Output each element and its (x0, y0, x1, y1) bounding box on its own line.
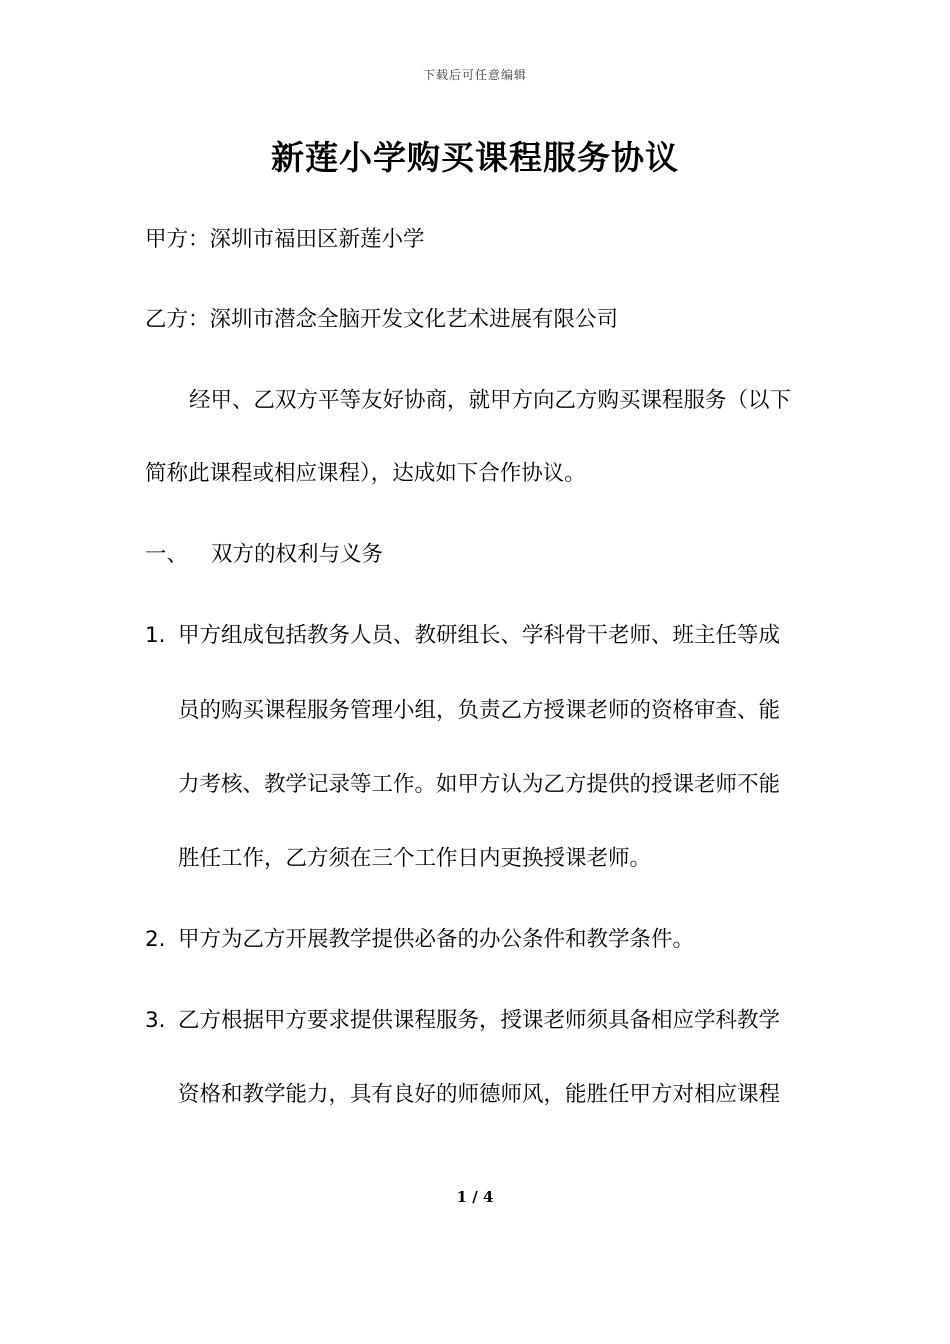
party-b-line: 乙方：深圳市潜念全脑开发文化艺术进展有限公司 (145, 307, 619, 332)
item-1-line-3: 力考核、教学记录等工作。如甲方认为乙方提供的授课老师不能 (178, 772, 781, 797)
header-note: 下载后可任意编辑 (422, 68, 527, 82)
item-3-line-1: 乙方根据甲方要求提供课程服务，授课老师须具备相应学科教学 (178, 1008, 781, 1033)
page-number: 1 / 4 (456, 1188, 494, 1206)
item-2-line-1: 甲方为乙方开展教学提供必备的办公条件和教学条件。 (178, 927, 695, 952)
item-1-line-2: 员的购买课程服务管理小组，负责乙方授课老师的资格审查、能 (178, 698, 781, 723)
section-1-heading: 双方的权利与义务 (211, 542, 384, 567)
item-1-line-4: 胜任工作，乙方须在三个工作日内更换授课老师。 (178, 846, 652, 871)
document-title: 新莲小学购买课程服务协议 (271, 138, 679, 177)
item-1-line-1: 甲方组成包括教务人员、教研组长、学科骨干老师、班主任等成 (178, 623, 781, 648)
party-a-line: 甲方：深圳市福田区新莲小学 (145, 227, 425, 252)
item-1-number: 1. (145, 623, 166, 648)
item-3-number: 3. (145, 1008, 166, 1033)
intro-line-2: 简称此课程或相应课程），达成如下合作协议。 (145, 461, 586, 486)
item-3-line-2: 资格和教学能力，具有良好的师德师风，能胜任甲方对相应课程 (178, 1082, 781, 1107)
section-1-number: 一、 (145, 542, 189, 567)
item-2-number: 2. (145, 927, 166, 952)
intro-line-1: 经甲、乙双方平等友好协商，就甲方向乙方购买课程服务（以下 (189, 388, 792, 413)
